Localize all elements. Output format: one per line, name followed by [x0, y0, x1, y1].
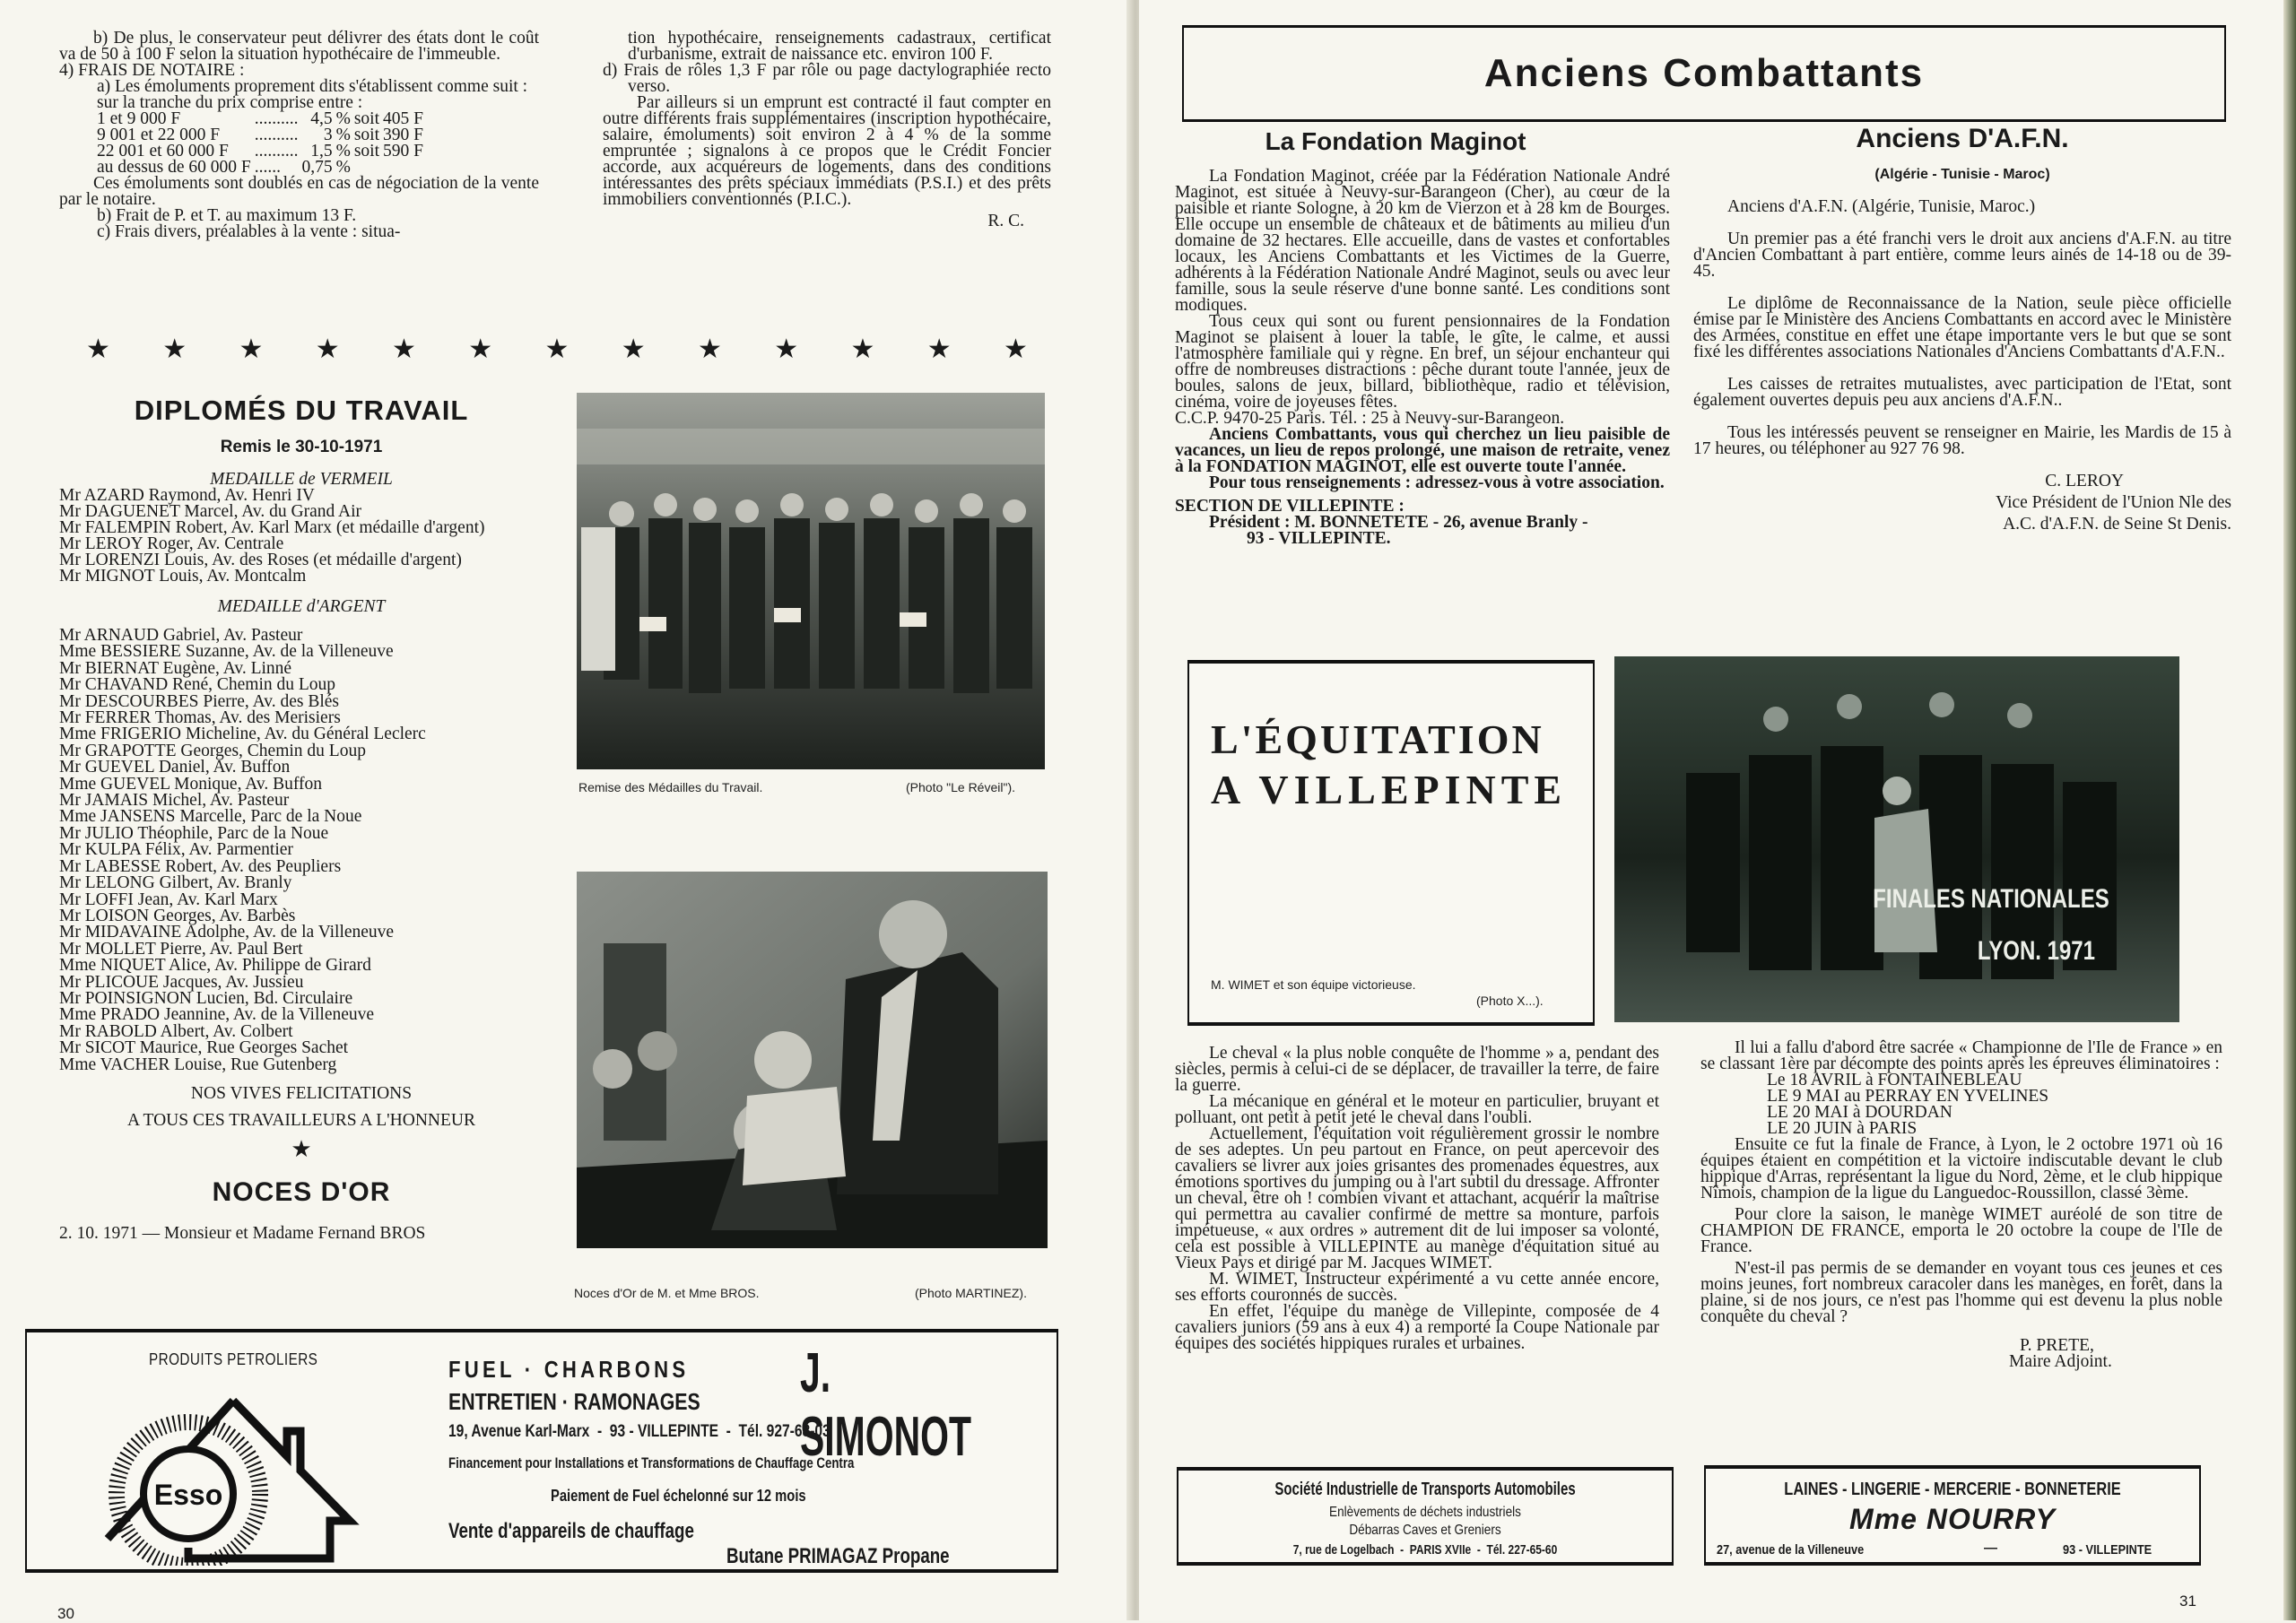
- page-31: [1139, 0, 2296, 1620]
- equitation-signature-role: Maire Adjoint.: [2009, 1352, 2112, 1371]
- fee-soit: soit: [353, 142, 380, 161]
- equitation-photo-credit: (Photo X...).: [1476, 994, 1544, 1008]
- argent-heading: MEDAILLE d'ARGENT: [217, 597, 386, 616]
- star-icon: ★: [544, 334, 570, 364]
- fee-rate: 3: [323, 126, 333, 144]
- ad-nourry: [1704, 1465, 2201, 1566]
- ad-sita: [1177, 1467, 1674, 1566]
- honoree-vermeil: Mr LEROY Roger, Av. Centrale: [59, 534, 284, 553]
- maginot-title: La Fondation Maginot: [1265, 127, 1526, 155]
- horse-riders-photo-image: [1614, 656, 2179, 1022]
- photo-noces-or: [577, 872, 1048, 1248]
- star-icon: ★: [926, 334, 952, 364]
- para-frais-roles: d) Frais de rôles 1,3 F par rôle ou page dactylographiée recto verso.: [603, 61, 1051, 96]
- afn-p4: Tous les intéressés peuvent se renseigner en Mairie, les Mardis de 15 à 17 heures, ou téléphoner au 927 76 98.: [1693, 423, 2231, 458]
- fee-rate: 4,5: [310, 109, 333, 128]
- ad-j-simonot: [25, 1329, 1058, 1573]
- equitation-paragraph: Le cheval « la plus noble conquête de l'homme » a, pendant des siècles, permis à celui-ci de se déplacer, de travailler la terre, de faire la guerre.: [1175, 1044, 1659, 1095]
- para-pt-fees: b) Frait de P. et T. au maximum 13 F.: [97, 206, 357, 225]
- honoree-argent: Mme NIQUET Alice, Av. Philippe de Girard: [59, 956, 371, 976]
- equitation-paragraph: Actuellement, l'équitation voit régulièrement grossir le nombre de ses adeptes. Un peu partout en France, on peut apercevoir des cavaliers se livrer aux joies grisantes des promenades équestres, aux émotions sportives du jumping ou à l'art subtil du dressage. Affronter un cheval, être oh ! combien vivant et attachant, acquérir la maîtrise qui permettra au cavalier confirmé de mettre sa monture, parfois impétueuse, « aux ordres » autrement dit de lui imposer sa volonté, cela est possible à VILLEPINTE au manège d'équitation situé au Vieux Pays et dirigé par M. Jacques WIMET.: [1175, 1124, 1659, 1272]
- honoree-argent: Mr LABESSE Robert, Av. des Peupliers: [59, 856, 342, 876]
- star-separator: [86, 334, 1028, 365]
- qualifier-event: Le 18 AVRIL à FONTAINEBLEAU: [1767, 1071, 2022, 1089]
- maginot-ccp: C.C.P. 9470-25 Paris. Tél. : 25 à Neuvy-sur-Barangeon.: [1175, 409, 1565, 428]
- honoree-argent: Mr SICOT Maurice, Rue Georges Sachet: [59, 1038, 349, 1058]
- banner-title: Anciens Combattants: [1483, 51, 1925, 95]
- honoree-argent: Mr ARNAUD Gabriel, Av. Pasteur: [59, 626, 303, 645]
- ad-entretien-ramonages: ENTRETIEN · RAMONAGES: [448, 1388, 700, 1415]
- honoree-vermeil: Mr AZARD Raymond, Av. Henri IV: [59, 486, 315, 505]
- honoree-argent: Mr BIERNAT Eugène, Av. Linné: [59, 658, 292, 678]
- page-number-30: 30: [57, 1605, 74, 1622]
- equitation-signature-name: P. PRETE,: [2020, 1336, 2094, 1355]
- fee-range: 22 001 et 60 000 F: [97, 142, 229, 161]
- ad-nourry-dash: —: [1984, 1541, 1997, 1556]
- fee-range: au dessus de 60 000 F: [97, 158, 251, 177]
- notary-fees-column-1: [59, 30, 539, 240]
- diplomes-title: DIPLOMÉS DU TRAVAIL: [134, 395, 469, 426]
- ad-nourry-city: 93 - VILLEPINTE: [2063, 1542, 2152, 1558]
- star-icon: ★: [239, 334, 264, 364]
- notary-fees-column-2: [603, 30, 1051, 230]
- fee-pct: %: [335, 158, 351, 177]
- ad-nourry-address: 27, avenue de la Villeneuve: [1717, 1542, 1865, 1558]
- signature-rc: R. C.: [987, 212, 1024, 230]
- honoree-argent: Mme VACHER Louise, Rue Gutenberg: [59, 1055, 337, 1074]
- fee-amount: 590 F: [383, 142, 423, 161]
- equitation-photo-caption: M. WIMET et son équipe victorieuse.: [1211, 977, 1416, 992]
- ad-financing: Financement pour Installations et Transformations de Chauffage Centra: [448, 1454, 855, 1471]
- photo-overlay-line-2: LYON. 1971: [1977, 934, 2095, 966]
- maginot-p2: Tous ceux qui sont ou furent pensionnaires de la Fondation Maginot se plaisent à louer la table, le gîte, le calme, et aussi l'atmosphère familiale qui y règne. En bref, un séjour enchanteur qui offre de nombreuses distractions : pêche durant toute l'année, jeux de boules, salons de jeux, billard, bibliothèque, radio et télévision, cinéma, voire de joyeuses fêtes.: [1175, 312, 1670, 412]
- fee-rate: 1,5: [310, 142, 333, 161]
- ad-produits-petroliers: PRODUITS PETROLIERS: [149, 1350, 318, 1368]
- honoree-argent: Mr GRAPOTTE Georges, Chemin du Loup: [59, 741, 366, 760]
- scan-right-edge: [2283, 0, 2296, 1620]
- honoree-argent: Mr LOISON Georges, Av. Barbès: [59, 906, 296, 925]
- honoree-argent: Mme GUEVEL Monique, Av. Buffon: [59, 774, 323, 794]
- afn-p0: Anciens d'A.F.N. (Algérie, Tunisie, Maroc.): [1727, 197, 2036, 216]
- honoree-argent: Mr GUEVEL Daniel, Av. Buffon: [59, 758, 291, 777]
- fee-pct: %: [335, 126, 351, 144]
- star-icon: ★: [86, 334, 110, 364]
- page-30: [0, 0, 1132, 1620]
- page-number-31: 31: [2179, 1593, 2196, 1610]
- ad-fuel-charbons: FUEL · CHARBONS: [448, 1356, 690, 1383]
- afn-signature-role-1: Vice Président de l'Union Nle des: [1996, 493, 2231, 512]
- honoree-vermeil: Mr MIGNOT Louis, Av. Montcalm: [59, 567, 307, 586]
- star-icon: ★: [850, 334, 875, 364]
- photo2-credit: (Photo MARTINEZ).: [915, 1286, 1027, 1300]
- ad-payment: Paiement de Fuel échelonné sur 12 mois: [551, 1487, 806, 1505]
- wedding-anniversary-photo-image: [577, 872, 1048, 1248]
- afn-p2: Le diplôme de Reconnaissance de la Nation, seule pièce officielle émise par le Ministère des Anciens Combattants en accord avec le Ministère des Armées, constitue en effet une étape importante vers le but que se sont fixé les différentes associations Nationales d'Anciens Combattants d'A.F.N..: [1693, 294, 2231, 361]
- honoree-argent: Mme PRADO Jeannine, Av. de la Villeneuve: [59, 1005, 375, 1025]
- vermeil-heading: MEDAILLE de VERMEIL: [210, 470, 393, 489]
- maginot-call-to-action: Anciens Combattants, vous qui cherchez un lieu paisible de vacances, un lieu de repos prolongé, une maison de retraite, venez à la FONDATION MAGINOT, elle est ouverte toute l'année.: [1175, 425, 1670, 476]
- afn-signature-role-2: A.C. d'A.F.N. de Seine St Denis.: [2003, 515, 2231, 534]
- banner-box: [1182, 25, 2226, 122]
- section-president: Président : M. BONNETETE - 26, avenue Branly -: [1209, 513, 1588, 532]
- ad-gas: Butane PRIMAGAZ Propane: [726, 1544, 950, 1568]
- honoree-argent: Mr LOFFI Jean, Av. Karl Marx: [59, 890, 278, 909]
- equitation-paragraph: M. WIMET, Instructeur expérimenté a vu cette année encore, ses efforts couronnés de succès.: [1175, 1270, 1659, 1305]
- fee-dots: ..........: [254, 126, 299, 144]
- fee-pct: %: [335, 142, 351, 161]
- maginot-article: [1175, 127, 1670, 547]
- equitation-column-1: [1175, 1046, 1659, 1352]
- tranche-intro: sur la tranche du prix comprise entre :: [97, 93, 363, 112]
- afn-subtitle: (Algérie - Tunisie - Maroc): [1874, 167, 2050, 182]
- honoree-argent: Mr MOLLET Pierre, Av. Paul Bert: [59, 939, 303, 959]
- ad-brand-simonot: J. SIMONOT: [800, 1342, 971, 1468]
- photo2-caption: Noces d'Or de M. et Mme BROS.: [574, 1286, 760, 1300]
- photo-equitation-team: [1614, 656, 2179, 1022]
- felicitations-line-2: A TOUS CES TRAVAILLEURS A L'HONNEUR: [127, 1110, 475, 1130]
- fee-pct: %: [335, 109, 351, 128]
- equitation-final: Ensuite ce fut la finale de France, à Lyon, le 2 octobre 1971 où 16 équipes étaient en compétition et la victoire indiscutable devant le club hippique d'Arras, représentant la ligue du Nord, 2ème, et le club hippique Nîmois, champion de la ligue du Languedoc-Roussillon, classé 3ème.: [1700, 1135, 2222, 1202]
- noces-title: NOCES D'OR: [212, 1176, 391, 1207]
- ad-sita-line2: Débarras Caves et Greniers: [1349, 1523, 1501, 1538]
- heading-frais-notaire: 4) FRAIS DE NOTAIRE :: [59, 61, 245, 80]
- photo-medailles-travail: [577, 393, 1045, 769]
- section-president-city: 93 - VILLEPINTE.: [1247, 529, 1391, 548]
- star-icon: ★: [291, 1135, 312, 1162]
- star-icon: ★: [468, 334, 493, 364]
- equitation-column-2: [1700, 1040, 2222, 1370]
- equitation-intro: Il lui a fallu d'abord être sacrée « Championne de l'Ile de France » en se classant 1ère par décompte des points après les épreuves éliminatoires :: [1700, 1038, 2222, 1073]
- equitation-paragraph: En effet, l'équipe du manège de Villepinte, composée de 4 cavaliers juniors (59 ans à eux 4) a remporté la Coupe Nationale par équipes des sociétés hippiques rurales et urbaines.: [1175, 1302, 1659, 1353]
- honoree-argent: Mme BESSIERE Suzanne, Av. de la Villeneuve: [59, 642, 394, 662]
- argent-list: [59, 628, 544, 1073]
- honoree-argent: Mr MIDAVAINE Adolphe, Av. de la Villeneuve: [59, 923, 395, 942]
- ad-sita-line1: Enlèvements de déchets industriels: [1329, 1505, 1521, 1520]
- fee-rate: 0,75: [301, 158, 333, 177]
- ad-address: 19, Avenue Karl-Marx - 93 - VILLEPINTE - Tél. 927-68-03: [448, 1422, 831, 1441]
- honoree-argent: Mme JANSENS Marcelle, Parc de la Noue: [59, 807, 362, 827]
- qualifier-event: LE 20 JUIN à PARIS: [1767, 1119, 1918, 1138]
- maginot-p1: La Fondation Maginot, créée par la Fédération Nationale André Maginot, est située à Neuvy-sur-Barangeon (Cher), au cœur de la paisible et riante Sologne, à 20 km de Vierzon et à 28 km de Bourges. Elle occupe un ensemble de châteaux et de bâtiments au milieu d'un domaine de 32 hectares. Elle accueille, dans de vastes et confortables locaux, les Anciens Combattants et les Victimes de la Guerre, adhérents à la Fédération Nationale André Maginot, seuls ou avec leur famille, sous la seule réserve d'une bonne santé. Les conditions sont modiques.: [1175, 167, 1670, 315]
- honoree-argent: Mr KULPA Félix, Av. Parmentier: [59, 840, 293, 860]
- star-icon: ★: [162, 334, 187, 364]
- vermeil-list: [59, 488, 544, 585]
- fee-dots: ..........: [254, 142, 299, 161]
- afn-p1: Un premier pas a été franchi vers le droit aux anciens d'A.F.N. au titre d'Ancien Combattant à part entière, comme leurs ainés de 14-18 ou de 39-45.: [1693, 230, 2231, 281]
- noces-text: 2. 10. 1971 — Monsieur et Madame Fernand BROS: [59, 1223, 426, 1243]
- afn-signature-name: C. LEROY: [2045, 472, 2124, 490]
- equitation-title-line-2: A VILLEPINTE: [1211, 767, 1568, 812]
- star-icon: ★: [774, 334, 799, 364]
- honoree-vermeil: Mr FALEMPIN Robert, Av. Karl Marx (et médaille d'argent): [59, 518, 485, 537]
- maginot-info: Pour tous renseignements : adressez-vous à votre association.: [1209, 473, 1665, 492]
- honoree-argent: Mr JAMAIS Michel, Av. Pasteur: [59, 791, 290, 811]
- honoree-argent: Mr DESCOURBES Pierre, Av. des Blés: [59, 691, 339, 711]
- fee-range: 9 001 et 22 000 F: [97, 126, 221, 144]
- photo-overlay-line-1: FINALES NATIONALES: [1873, 882, 2109, 914]
- equitation-title-box: [1187, 660, 1595, 1026]
- honoree-vermeil: Mr LORENZI Louis, Av. des Roses (et médaille d'argent): [59, 551, 462, 569]
- photo1-caption: Remise des Médailles du Travail.: [578, 780, 763, 794]
- star-icon: ★: [315, 334, 340, 364]
- qualifier-event: LE 20 MAI à DOURDAN: [1767, 1103, 1952, 1122]
- honoree-argent: Mr JULIO Théophile, Parc de la Noue: [59, 823, 329, 843]
- felicitations-line-1: NOS VIVES FELICITATIONS: [190, 1083, 413, 1103]
- equitation-title-line-1: L'ÉQUITATION: [1211, 716, 1544, 762]
- para-doubled: Ces émoluments sont doublés en cas de négociation de la vente par le notaire.: [59, 174, 539, 209]
- para-conservateur: b) De plus, le conservateur peut délivrer des états dont le coût va de 50 à 100 F selon la situation hypothécaire de l'immeuble.: [59, 29, 539, 64]
- fee-soit: soit: [353, 109, 380, 128]
- fee-soit: soit: [353, 126, 380, 144]
- qualifier-event: LE 9 MAI au PERRAY EN YVELINES: [1767, 1087, 2049, 1106]
- star-icon: ★: [621, 334, 646, 364]
- diplomes-subtitle: Remis le 30-10-1971: [220, 438, 383, 456]
- fee-dots: ..........: [254, 109, 299, 128]
- fee-dots: ......: [254, 158, 281, 177]
- ad-sale: Vente d'appareils de chauffage: [448, 1519, 694, 1543]
- diplomes-section: [59, 395, 544, 1242]
- fee-amount: 405 F: [383, 109, 423, 128]
- equitation-closing: N'est-il pas permis de se demander en voyant tous ces jeunes et ces moins jeunes, fort nombreux caracoler dans les manèges, en forêt, dans la plaine, si de nos jours, ce n'est pas l'homme qui est devenu la plus noble conquête du cheval ?: [1700, 1259, 2222, 1326]
- equitation-season: Pour clore la saison, le manège WIMET auréolé de son titre de CHAMPION DE FRANCE, emporta le 20 octobre la coupe de l'Ile de France.: [1700, 1205, 2222, 1256]
- afn-title: Anciens D'A.F.N.: [1856, 124, 2069, 153]
- para-frais-divers-cont: tion hypothécaire, renseignements cadastraux, certificat d'urbanisme, extrait de naissance etc. environ 100 F.: [628, 29, 1051, 64]
- esso-house-logo-icon: [99, 1395, 368, 1566]
- honoree-argent: Mr FERRER Thomas, Av. des Merisiers: [59, 708, 341, 728]
- fee-amount: 390 F: [383, 126, 423, 144]
- ad-nourry-line1: LAINES - LINGERIE - MERCERIE - BONNETERIE: [1784, 1480, 2121, 1499]
- equitation-paragraph: La mécanique en général et le moteur en particulier, bruyant et polluant, ont petit à petit jeté le cheval dans l'oubli.: [1175, 1092, 1659, 1127]
- star-icon: ★: [392, 334, 416, 364]
- qualifier-events: [1700, 1072, 2222, 1137]
- fee-range: 1 et 9 000 F: [97, 109, 181, 128]
- group-photo-image: [577, 393, 1045, 769]
- star-icon: ★: [1004, 334, 1028, 364]
- section-villepinte: SECTION DE VILLEPINTE :: [1175, 497, 1405, 516]
- honoree-argent: Mr PLICOUE Jacques, Av. Jussieu: [59, 972, 304, 992]
- photo1-credit: (Photo "Le Réveil").: [906, 780, 1015, 794]
- honoree-argent: Mr RABOLD Albert, Av. Colbert: [59, 1021, 293, 1041]
- ad-sita-title: Société Industrielle de Transports Automobiles: [1274, 1480, 1576, 1499]
- honoree-argent: Mme FRIGERIO Micheline, Av. du Général Leclerc: [59, 725, 426, 744]
- ad-nourry-brand: Mme NOURRY: [1849, 1503, 2056, 1535]
- esso-logo-text: Esso: [153, 1479, 223, 1511]
- honoree-vermeil: Mr DAGUENET Marcel, Av. du Grand Air: [59, 502, 362, 521]
- afn-p3: Les caisses de retraites mutualistes, avec participation de l'Etat, sont également ouvertes depuis peu aux anciens d'A.F.N..: [1693, 375, 2231, 410]
- para-frais-divers: c) Frais divers, préalables à la vente : situa-: [97, 222, 401, 241]
- honoree-argent: Mr CHAVAND René, Chemin du Loup: [59, 675, 336, 695]
- star-icon: ★: [698, 334, 722, 364]
- para-emprunt: Par ailleurs si un emprunt est contracté il faut compter en outre différents frais supplémentaires (inscription hypothécaire, salaire, émoluments) soit environ 2 à 4 % de la somme empruntée ; signalons à ce propos que le Crédit Foncier accorde, aux acquéreurs de logements, dans des conditions intéressantes des prêts spéciaux immédiats (P.S.I.) et des prêts immobiliers conventionnés (P.I.C.).: [603, 93, 1051, 209]
- afn-article: [1693, 124, 2231, 533]
- fee-table: [97, 111, 427, 176]
- honoree-argent: Mr LELONG Gilbert, Av. Branly: [59, 873, 292, 893]
- para-emoluments: a) Les émoluments proprement dits s'établissent comme suit :: [97, 77, 528, 96]
- ad-sita-address: 7, rue de Logelbach - PARIS XVIIe - Tél. 227-65-60: [1292, 1542, 1558, 1558]
- honoree-argent: Mr POINSIGNON Lucien, Bd. Circulaire: [59, 988, 353, 1008]
